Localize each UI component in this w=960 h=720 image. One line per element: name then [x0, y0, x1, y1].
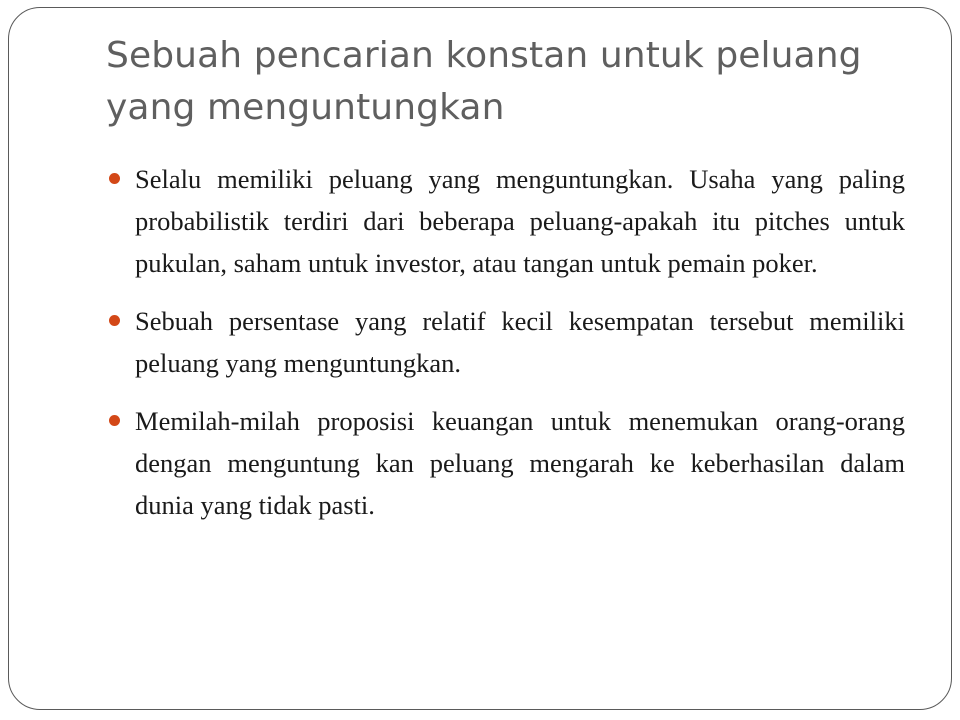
bullet-text-1: Selalu memiliki peluang yang menguntungkan. Usaha yang paling probabilistik terdiri dari beberapa peluang-apakah itu pitches untuk pukulan, saham untuk investor, atau tangan untuk pemain poker. [135, 164, 905, 278]
slide-title: Sebuah pencarian konstan untuk peluang yang menguntungkan [106, 35, 862, 128]
bullet-list [105, 158, 905, 542]
bullet-dot-icon [109, 415, 120, 426]
bullet-dot-icon [109, 173, 120, 184]
bullet-dot-icon [109, 315, 120, 326]
bullet-item-2 [105, 300, 905, 384]
bullet-text-3: Memilah-milah proposisi keuangan untuk menemukan orang-orang dengan menguntung kan peluang mengarah ke keberhasilan dalam dunia yang tidak pasti. [135, 406, 905, 520]
bullet-item-1 [105, 158, 905, 284]
bullet-item-3 [105, 400, 905, 526]
bullet-text-2: Sebuah persentase yang relatif kecil kesempatan tersebut memiliki peluang yang menguntungkan. [135, 306, 905, 378]
